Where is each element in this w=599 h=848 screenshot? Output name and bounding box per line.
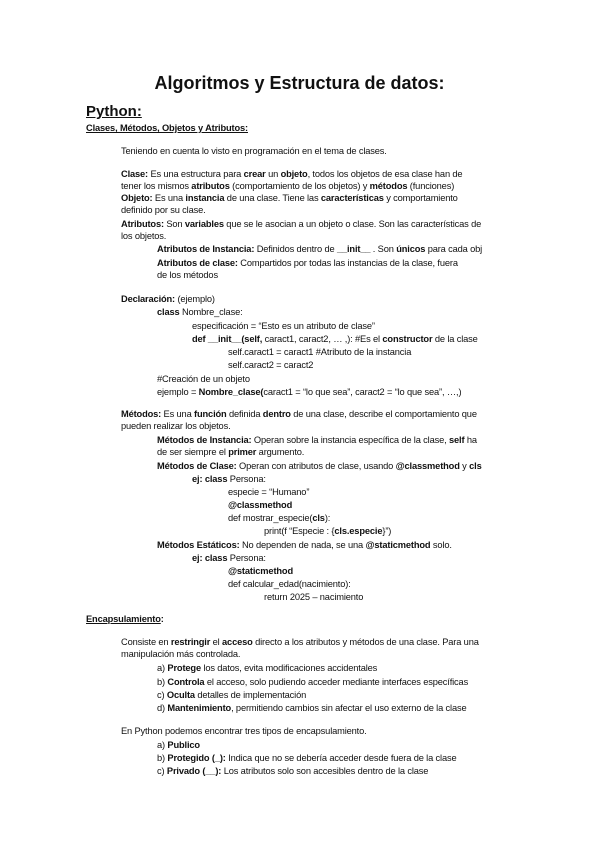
code-staticmethod-ej: ej: class Persona: <box>192 553 266 563</box>
code-self1: self.caract1 = caract1 #Atributo de la instancia <box>228 347 412 357</box>
clase-definition-line2: tener los mismos atributos (comportamiento de los objetos) y métodos (funciones) <box>121 181 455 191</box>
code-class-line: class Nombre_clase: <box>157 307 243 317</box>
code-classmethod-decorator: @classmethod <box>228 500 293 510</box>
atributos-clase-line2: de los métodos <box>157 270 218 280</box>
list-item: b) Protegido (_): Indica que no se debería acceder desde fuera de la clase <box>157 753 457 763</box>
metodos-instancia: Métodos de Instancia: Operan sobre la instancia específica de la clase, self ha <box>157 435 477 445</box>
metodos-clase: Métodos de Clase: Operan con atributos de clase, usando @classmethod y cls <box>157 461 482 471</box>
metodos-definition-line2: pueden realizar los objetos. <box>121 421 231 431</box>
subheading: Clases, Métodos, Objetos y Atributos: <box>86 123 248 133</box>
page-title: Algoritmos y Estructura de datos: <box>154 73 445 93</box>
list-item: a) Publico <box>157 740 200 750</box>
encapsulamiento-heading: Encapsulamiento: <box>86 614 164 624</box>
code-especie: especie = “Humano” <box>228 487 310 497</box>
encapsulamiento-paragraph: Consiste en restringir el acceso directo a los atributos y métodos de una clase. Para una <box>121 637 479 647</box>
code-self2: self.caract2 = caract2 <box>228 360 314 370</box>
list-item: d) Mantenimiento, permitiendo cambios sin afectar el uso externo de la clase <box>157 703 467 713</box>
atributos-definition: Atributos: Son variables que se le asocian a un objeto o clase. Son las características de <box>121 219 482 229</box>
objeto-definition-line2: definido por su clase. <box>121 205 206 215</box>
code-print-especie: print(f “Especie : {cls.especie}”) <box>264 526 392 536</box>
intro-text: Teniendo en cuenta lo visto en programación en el tema de clases. <box>121 146 387 156</box>
metodos-definition: Métodos: Es una función definida dentro de una clase, describe el comportamiento que <box>121 409 477 419</box>
code-especificacion: especificación = “Esto es un atributo de clase” <box>192 321 375 331</box>
clase-definition: Clase: Es una estructura para crear un objeto, todos los objetos de esa clase han de <box>121 169 463 179</box>
python-heading: Python: <box>86 103 142 120</box>
declaracion-label: Declaración: (ejemplo) <box>121 294 215 304</box>
encapsulamiento-paragraph-line2: manipulación más controlada. <box>121 649 241 659</box>
atributos-instancia: Atributos de Instancia: Definidos dentro de __init__ . Son únicos para cada obj <box>157 244 483 254</box>
list-item: b) Controla el acceso, solo pudiendo acceder mediante interfaces específicas <box>157 677 469 687</box>
list-item: c) Oculta detalles de implementación <box>157 690 307 700</box>
list-item: c) Privado (__): Los atributos solo son accesibles dentro de la clase <box>157 766 429 776</box>
code-def-calcular-edad: def calcular_edad(nacimiento): <box>228 579 351 589</box>
encapsulamiento-types-intro: En Python podemos encontrar tres tipos de encapsulamiento. <box>121 726 367 736</box>
code-staticmethod-decorator: @staticmethod <box>228 566 293 576</box>
objeto-definition: Objeto: Es una instancia de una clase. Tiene las características y comportamiento <box>121 193 458 203</box>
code-def-mostrar-especie: def mostrar_especie(cls): <box>228 513 331 523</box>
atributos-clase: Atributos de clase: Compartidos por todas las instancias de la clase, fuera <box>157 258 458 268</box>
code-creacion-comment: #Creación de un objeto <box>157 374 250 384</box>
metodos-estaticos: Métodos Estáticos: No dependen de nada, se una @staticmethod solo. <box>157 540 452 550</box>
metodos-instancia-line2: de ser siempre el primer argumento. <box>157 447 305 457</box>
code-def-init: def __init__(self, caract1, caract2, … ,): #Es el constructor de la clase <box>192 334 478 344</box>
code-classmethod-ej: ej: class Persona: <box>192 474 266 484</box>
code-ejemplo: ejemplo = Nombre_clase(caract1 = “lo que sea”, caract2 = “lo que sea”, …,) <box>157 387 462 397</box>
code-return: return 2025 – nacimiento <box>264 592 364 602</box>
atributos-definition-line2: los objetos. <box>121 231 167 241</box>
list-item: a) Protege los datos, evita modificaciones accidentales <box>157 663 378 673</box>
